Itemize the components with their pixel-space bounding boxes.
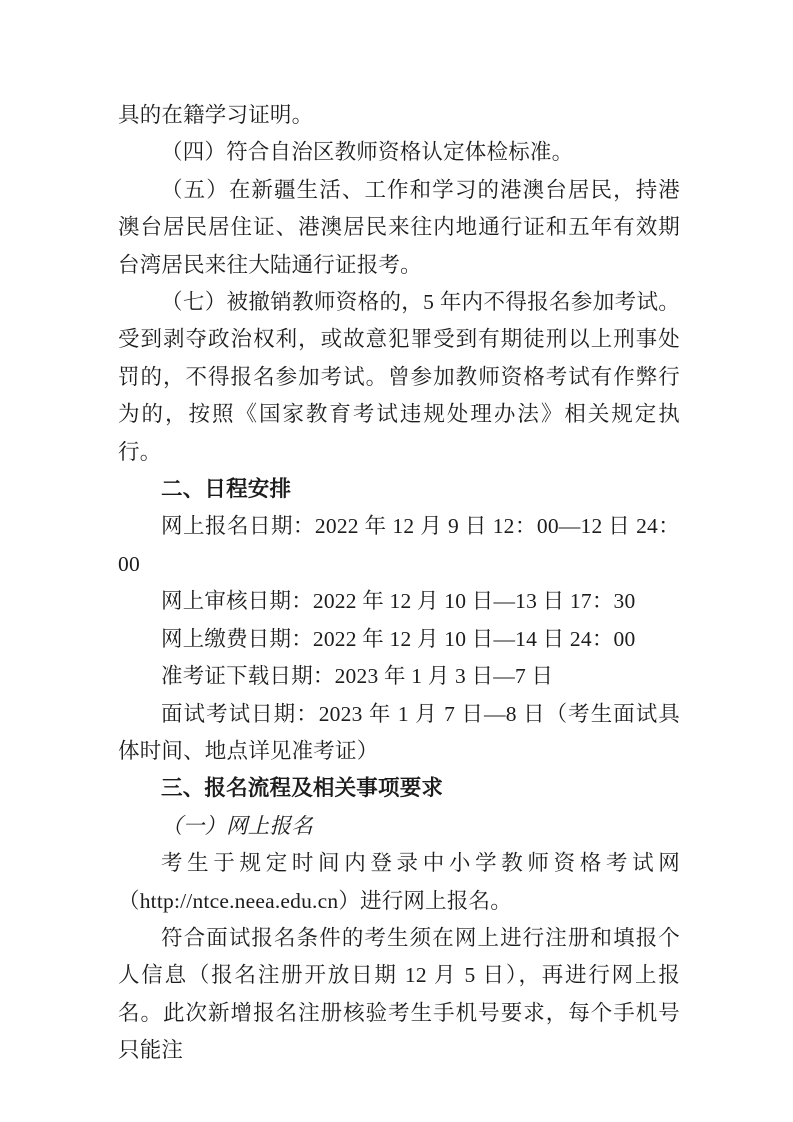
paragraph-item-4: （四）符合自治区教师资格认定体检标准。: [161, 140, 574, 165]
subsection-heading-online-registration: （一）网上报名: [161, 813, 313, 838]
paragraph-item-7: （七）被撤销教师资格的，5 年内不得报名参加考试。受到剥夺政治权利，或故意犯罪受到有期徒刑以上刑事处罚的，不得报名参加考试。曾参加教师资格考试有作弊行为的，按照《国家教育考试违规处理办法》相关规定执行。: [118, 290, 680, 464]
schedule-line-admission-ticket: 准考证下载日期：2023 年 1 月 3 日—7 日: [161, 664, 554, 689]
section-heading-schedule: 二、日程安排: [161, 477, 292, 502]
schedule-line-registration: 网上报名日期：2022 年 12 月 9 日 12：00—12 日 24：00: [118, 514, 680, 576]
paragraph-item-5: （五）在新疆生活、工作和学习的港澳台居民，持港澳台居民居住证、港澳居民来往内地通行证和五年有效期台湾居民来往大陆通行证报考。: [118, 177, 680, 277]
schedule-line-review: 网上审核日期：2022 年 12 月 10 日—13 日 17：30: [161, 589, 636, 614]
schedule-line-payment: 网上缴费日期：2022 年 12 月 10 日—14 日 24：00: [161, 626, 636, 651]
section-heading-procedure: 三、报名流程及相关事项要求: [161, 776, 444, 801]
paragraph-registration-info: 符合面试报名条件的考生须在网上进行注册和填报个人信息（报名注册开放日期 12 月 5 日），再进行网上报名。此次新增报名注册核验考生手机号要求，每个手机号只能注: [118, 925, 680, 1063]
paragraph-study-certificate: 具的在籍学习证明。: [118, 103, 314, 127]
paragraph-login-website: 考生于规定时间内登录中小学教师资格考试网（http://ntce.neea.edu.cn）进行网上报名。: [118, 851, 680, 913]
schedule-line-interview: 面试考试日期：2023 年 1 月 7 日—8 日（考生面试具体时间、地点详见准考证）: [118, 701, 680, 763]
